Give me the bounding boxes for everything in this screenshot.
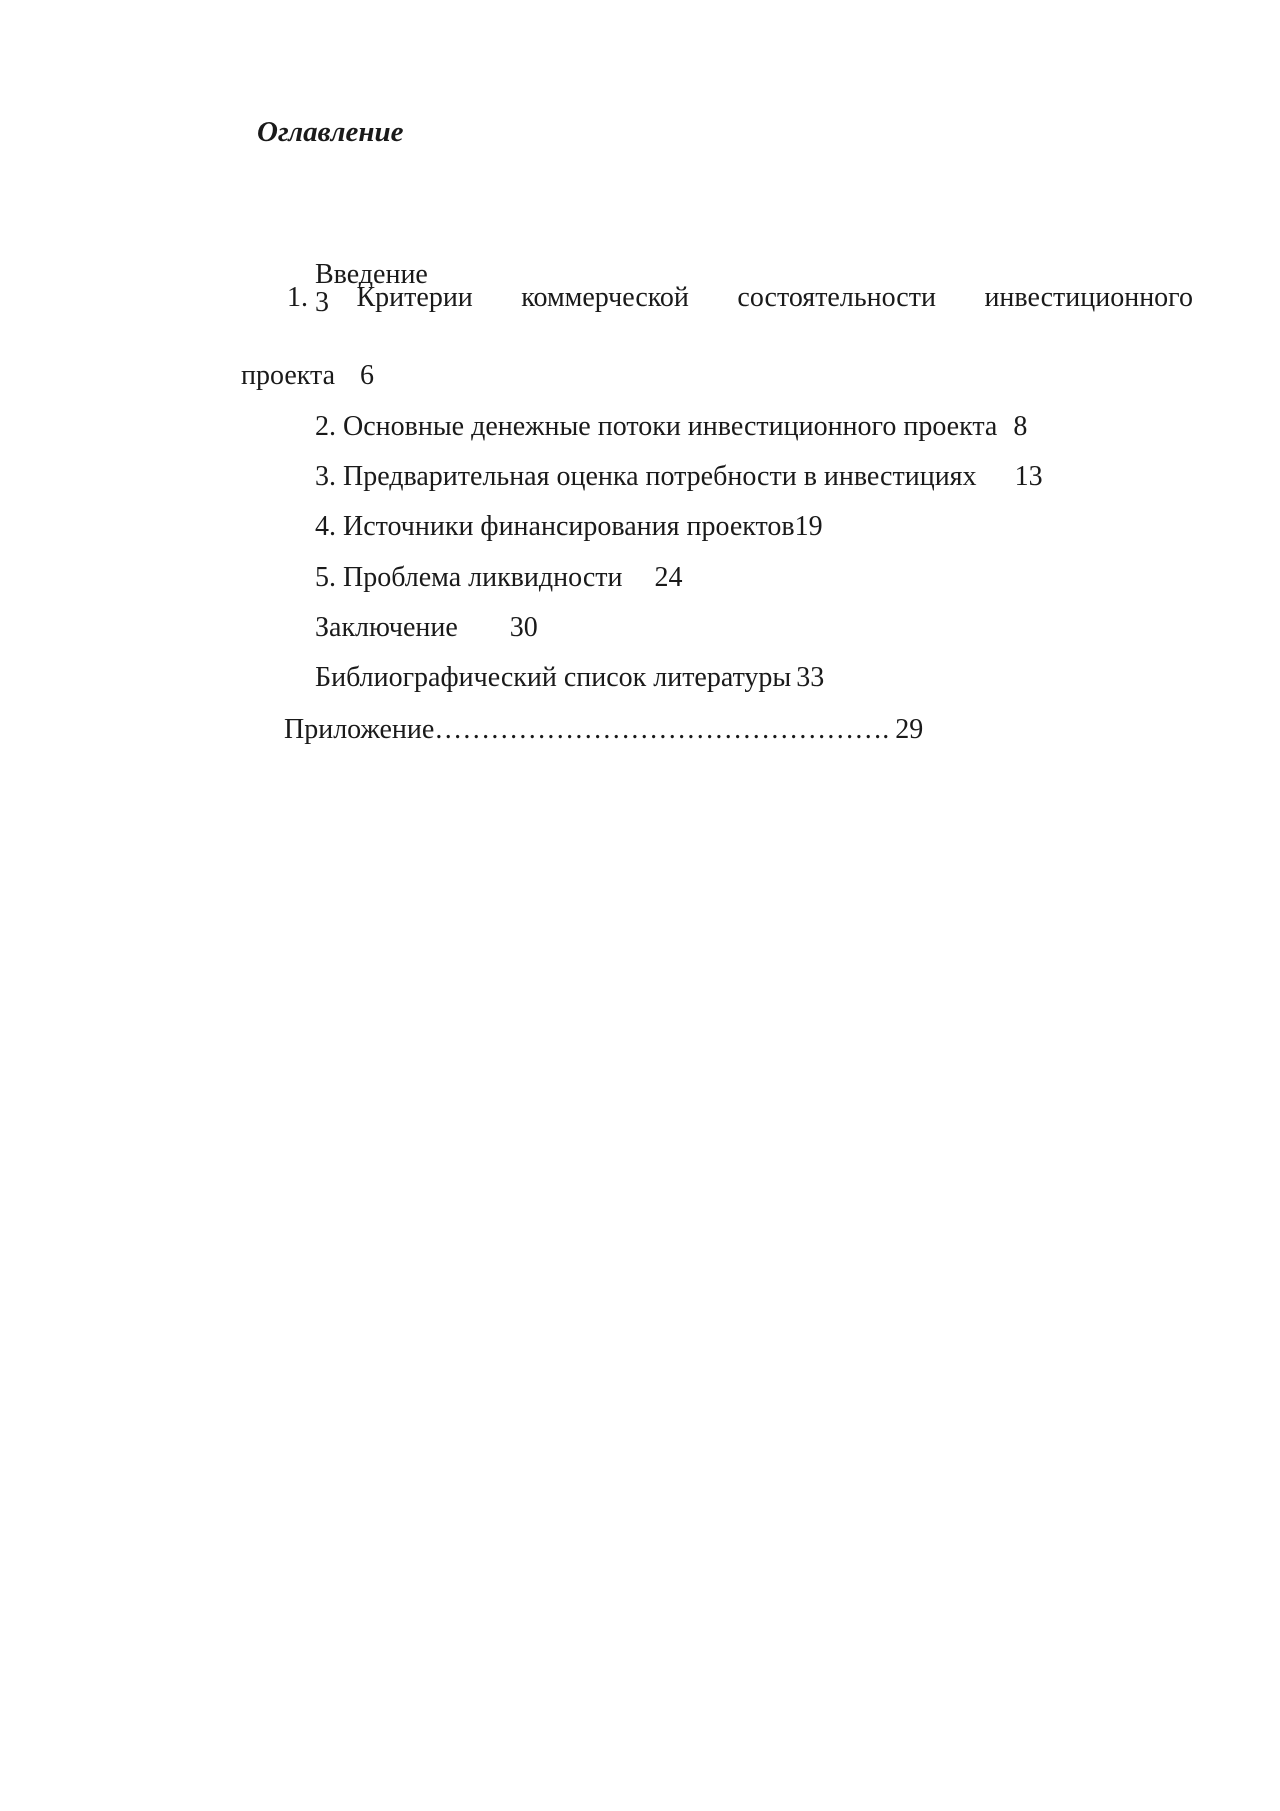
toc-entry-page: 6 [360, 360, 374, 391]
toc-word: коммерческой [521, 282, 689, 313]
toc-word: Критерии [356, 282, 473, 313]
toc-word: инвестиционного [984, 282, 1193, 313]
toc-entry-text: Введение [315, 259, 428, 290]
toc-entry-text: проекта [241, 360, 335, 391]
toc-entry-page: 19 [794, 511, 823, 542]
toc-entry-page: 24 [654, 562, 683, 593]
toc-entry-text: Заключение [315, 612, 458, 643]
toc-dot-leader: …………………………………………. [434, 714, 890, 745]
toc-entry-page: 13 [1014, 461, 1043, 492]
toc-entry-text: 5. Проблема ликвидности [315, 562, 623, 593]
toc-entry-text: Приложение [284, 714, 435, 745]
toc-entry-page: 29 [895, 714, 924, 745]
toc-entry-page: 33 [796, 662, 825, 693]
toc-entry-page: 8 [1013, 411, 1028, 442]
toc-title: Оглавление [257, 116, 404, 148]
toc-entry-page: 30 [509, 612, 538, 643]
toc-entry-text: 2. Основные денежные потоки инвестиционного проекта [315, 411, 998, 442]
toc-entry-text: 3. Предварительная оценка потребности в инвестициях [315, 461, 977, 492]
toc-word: 1. [287, 282, 308, 313]
toc-entry-1-first-line [287, 284, 1193, 312]
toc-entry-appendix [256, 688, 923, 772]
toc-entry-page: 3 [315, 287, 329, 318]
toc-entry-text: 4. Источники финансирования проектов [315, 511, 795, 542]
toc-word: состоятельности [737, 282, 936, 313]
toc-entry-text: Библиографический список литературы [315, 662, 792, 693]
